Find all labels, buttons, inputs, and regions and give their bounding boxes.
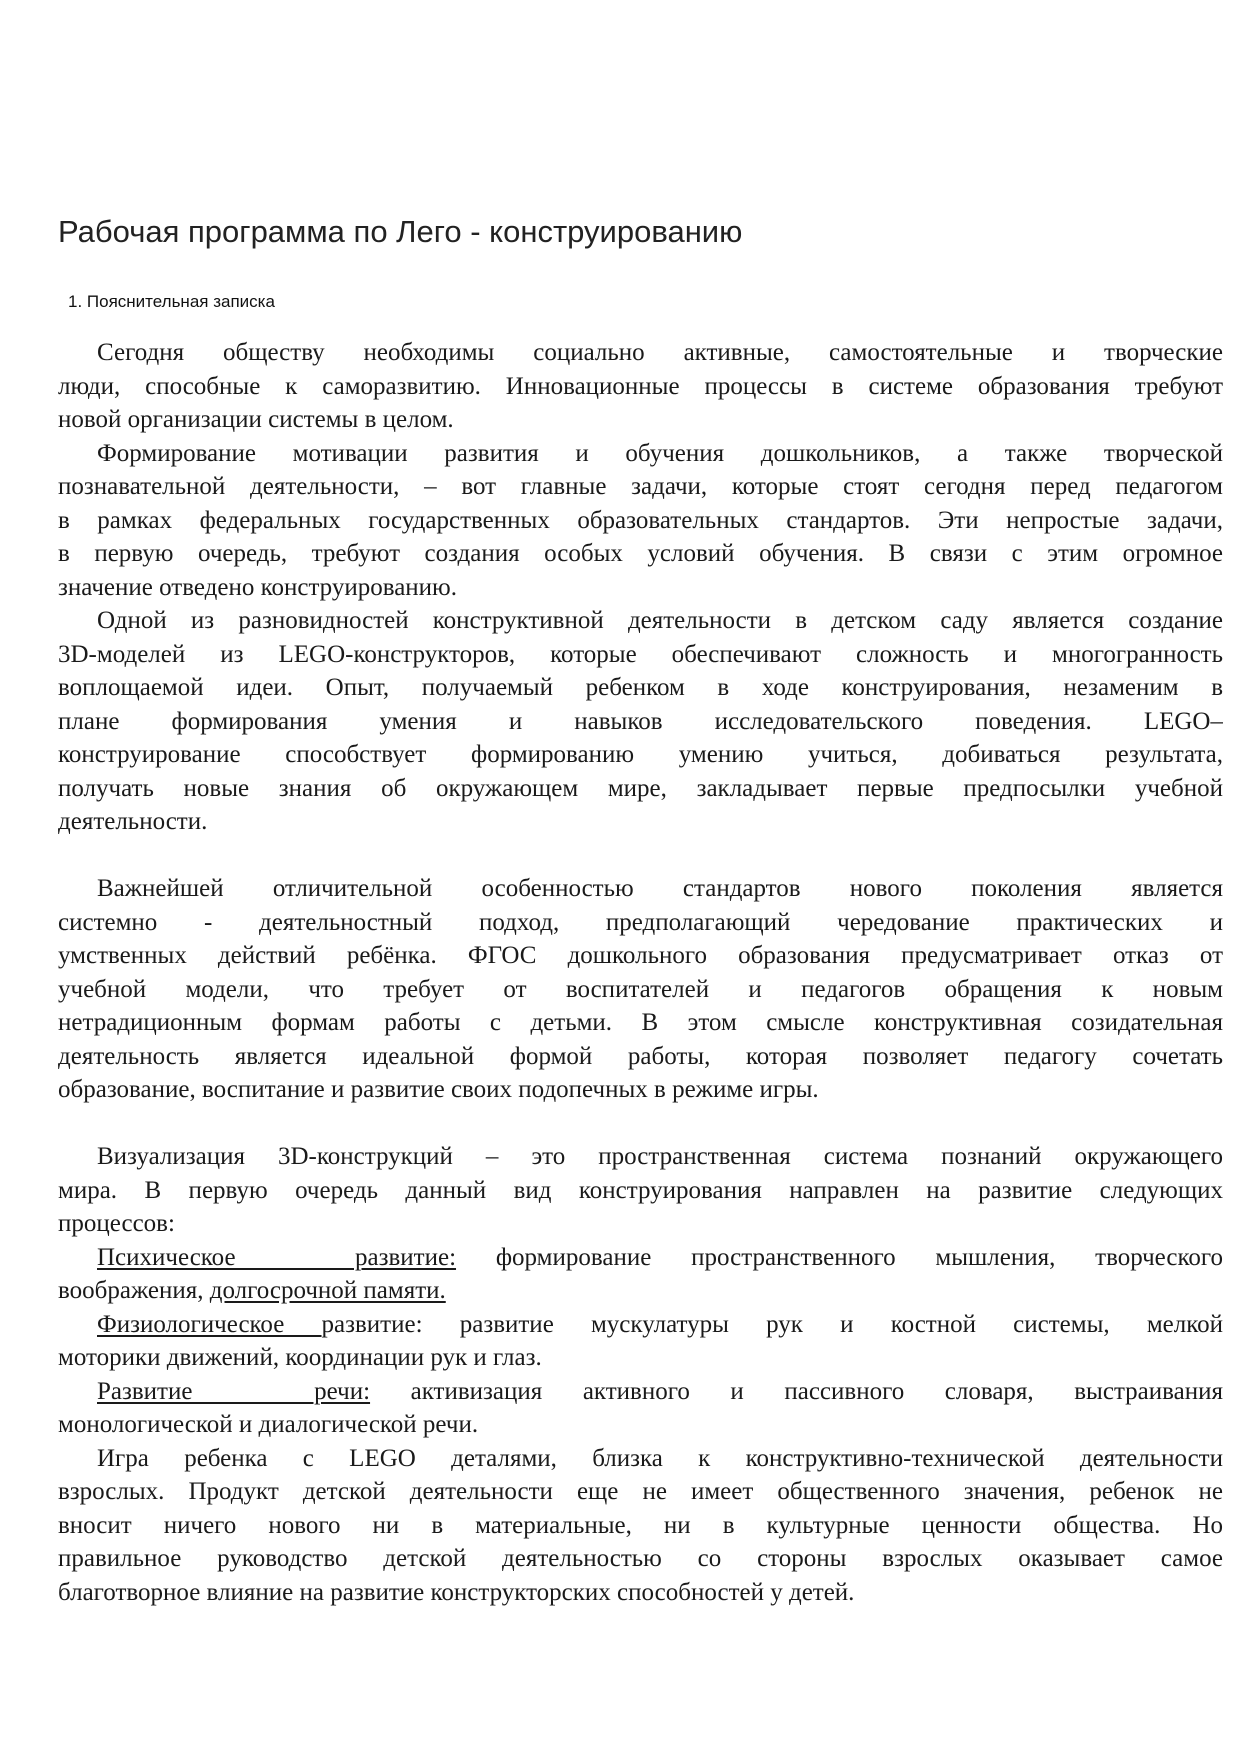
text-segment: вносит ничего нового ни в материальные, ни в культурные ценности общества. Но [58,1511,1223,1539]
underlined-term: долгосрочной памяти. [209,1277,446,1304]
text-line [58,1006,1223,1040]
text-line [58,370,1223,404]
text-line [58,504,1223,538]
paragraph [58,1241,1223,1308]
text-segment: Одной из разновидностей конструктивной деятельности в детском саду является создание [97,607,1223,634]
text-segment: правильное руководство детской деятельностью со стороны взрослых оказывает самое [58,1545,1223,1572]
text-line [58,1408,1223,1442]
document-body [58,336,1223,1609]
text-segment: 3D-моделей из LEGO-конструкторов, которые обеспечивают сложность и многогранность [58,640,1223,668]
text-line [58,1542,1223,1576]
paragraph-group [58,872,1223,1107]
text-segment: нетрадиционным формам работы с детьми. В этом смысле конструктивная созидательная [58,1009,1223,1036]
text-line [58,1576,1223,1610]
text-segment: плане формирования умения и навыков исследовательского поведения. LEGO– [58,707,1223,735]
text-line [58,1174,1223,1208]
text-segment: деятельность является идеальной формой работы, которая позволяет педагогу сочетать [58,1042,1223,1070]
text-segment: формирование пространственного мышления, творческого [456,1243,1223,1271]
paragraph [58,1140,1223,1241]
text-line [58,1241,1223,1275]
text-line [58,1509,1223,1543]
text-line [58,604,1223,638]
text-segment: умственных действий ребёнка. ФГОС дошкольного образования предусматривает отказ от [58,942,1223,969]
underlined-term: Физиологическое [97,1310,322,1338]
text-segment: активизация активного и пассивного словаря, выстраивания [370,1377,1223,1405]
text-line [58,1207,1223,1241]
text-line [58,939,1223,973]
paragraph-group [58,336,1223,839]
text-segment: новой организации системы в целом. [58,406,454,433]
text-segment: развитие: развитие мускулатуры рук и костной системы, мелкой [321,1310,1223,1338]
text-line [58,1274,1223,1308]
text-line [58,1442,1223,1476]
text-segment: учебной модели, что требует от воспитателей и педагогов обращения к новым [58,975,1223,1003]
text-line [58,738,1223,772]
text-line [58,772,1223,806]
text-segment: процессов: [58,1210,175,1237]
text-line [58,872,1223,906]
text-line [58,1073,1223,1107]
paragraph [58,1375,1223,1442]
text-line [58,1140,1223,1174]
text-segment: Сегодня обществу необходимы социально активные, самостоятельные и творческие [97,339,1223,366]
text-line [58,1341,1223,1375]
text-line [58,705,1223,739]
text-line [58,671,1223,705]
text-segment: образование, воспитание и развитие своих подопечных в режиме игры. [58,1076,819,1103]
text-line [58,537,1223,571]
paragraph [58,1442,1223,1610]
text-segment: значение отведено конструированию. [58,573,457,601]
text-line [58,336,1223,370]
text-line [58,805,1223,839]
underlined-term: Психическое развитие: [97,1243,457,1271]
paragraph [58,336,1223,437]
text-segment: Важнейшей отличительной особенностью стандартов нового поколения является [97,875,1223,902]
text-segment: Визуализация 3D-конструкций – это пространственная система познаний окружающего [97,1143,1223,1170]
text-line [58,437,1223,471]
text-segment: познавательной деятельности, – вот главные задачи, которые стоят сегодня перед педагогом [58,473,1223,500]
text-segment: взрослых. Продукт детской деятельности еще не имеет общественного значения, ребенок не [58,1478,1223,1505]
text-segment: Формирование мотивации развития и обучения дошкольников, а также творческой [97,439,1223,467]
paragraph [58,1308,1223,1375]
text-line [58,1475,1223,1509]
text-line [58,470,1223,504]
text-line [58,403,1223,437]
text-line [58,1308,1223,1342]
paragraph [58,872,1223,1107]
text-segment: системно - деятельностный подход, предполагающий чередование практических и [58,908,1223,936]
text-segment: в рамках федеральных государственных образовательных стандартов. Эти непростые задачи, [58,506,1223,534]
text-line [58,1040,1223,1074]
text-segment: благотворное влияние на развитие конструкторских способностей у детей. [58,1578,855,1606]
document-title: Рабочая программа по Лего - конструированию [58,214,743,249]
section-heading: 1. Пояснительная записка [68,292,275,311]
text-line [58,638,1223,672]
text-line [58,1375,1223,1409]
text-segment: в первую очередь, требуют создания особых условий обучения. В связи с этим огромное [58,540,1223,567]
text-line [58,571,1223,605]
text-line [58,906,1223,940]
paragraph [58,437,1223,605]
text-line [58,973,1223,1007]
text-segment: монологической и диалогической речи. [58,1411,479,1438]
text-segment: воплощаемой идеи. Опыт, получаемый ребенком в ходе конструирования, незаменим в [58,674,1223,701]
text-segment: Игра ребенка с LEGO деталями, близка к конструктивно-технической деятельности [97,1444,1223,1472]
paragraph [58,604,1223,839]
text-segment: воображения, [58,1277,210,1304]
text-segment: моторики движений, координации рук и глаз. [58,1344,542,1371]
text-segment: люди, способные к саморазвитию. Инновационные процессы в системе образования требуют [58,372,1223,400]
text-segment: конструирование способствует формированию умению учиться, добиваться результата, [58,741,1223,768]
text-segment: получать новые знания об окружающем мире, закладывает первые предпосылки учебной [58,774,1223,802]
paragraph-group [58,1140,1223,1609]
underlined-term: Развитие речи: [97,1377,371,1405]
text-segment: мира. В первую очередь данный вид конструирования направлен на развитие следующих [58,1176,1223,1204]
text-segment: деятельности. [58,808,208,835]
